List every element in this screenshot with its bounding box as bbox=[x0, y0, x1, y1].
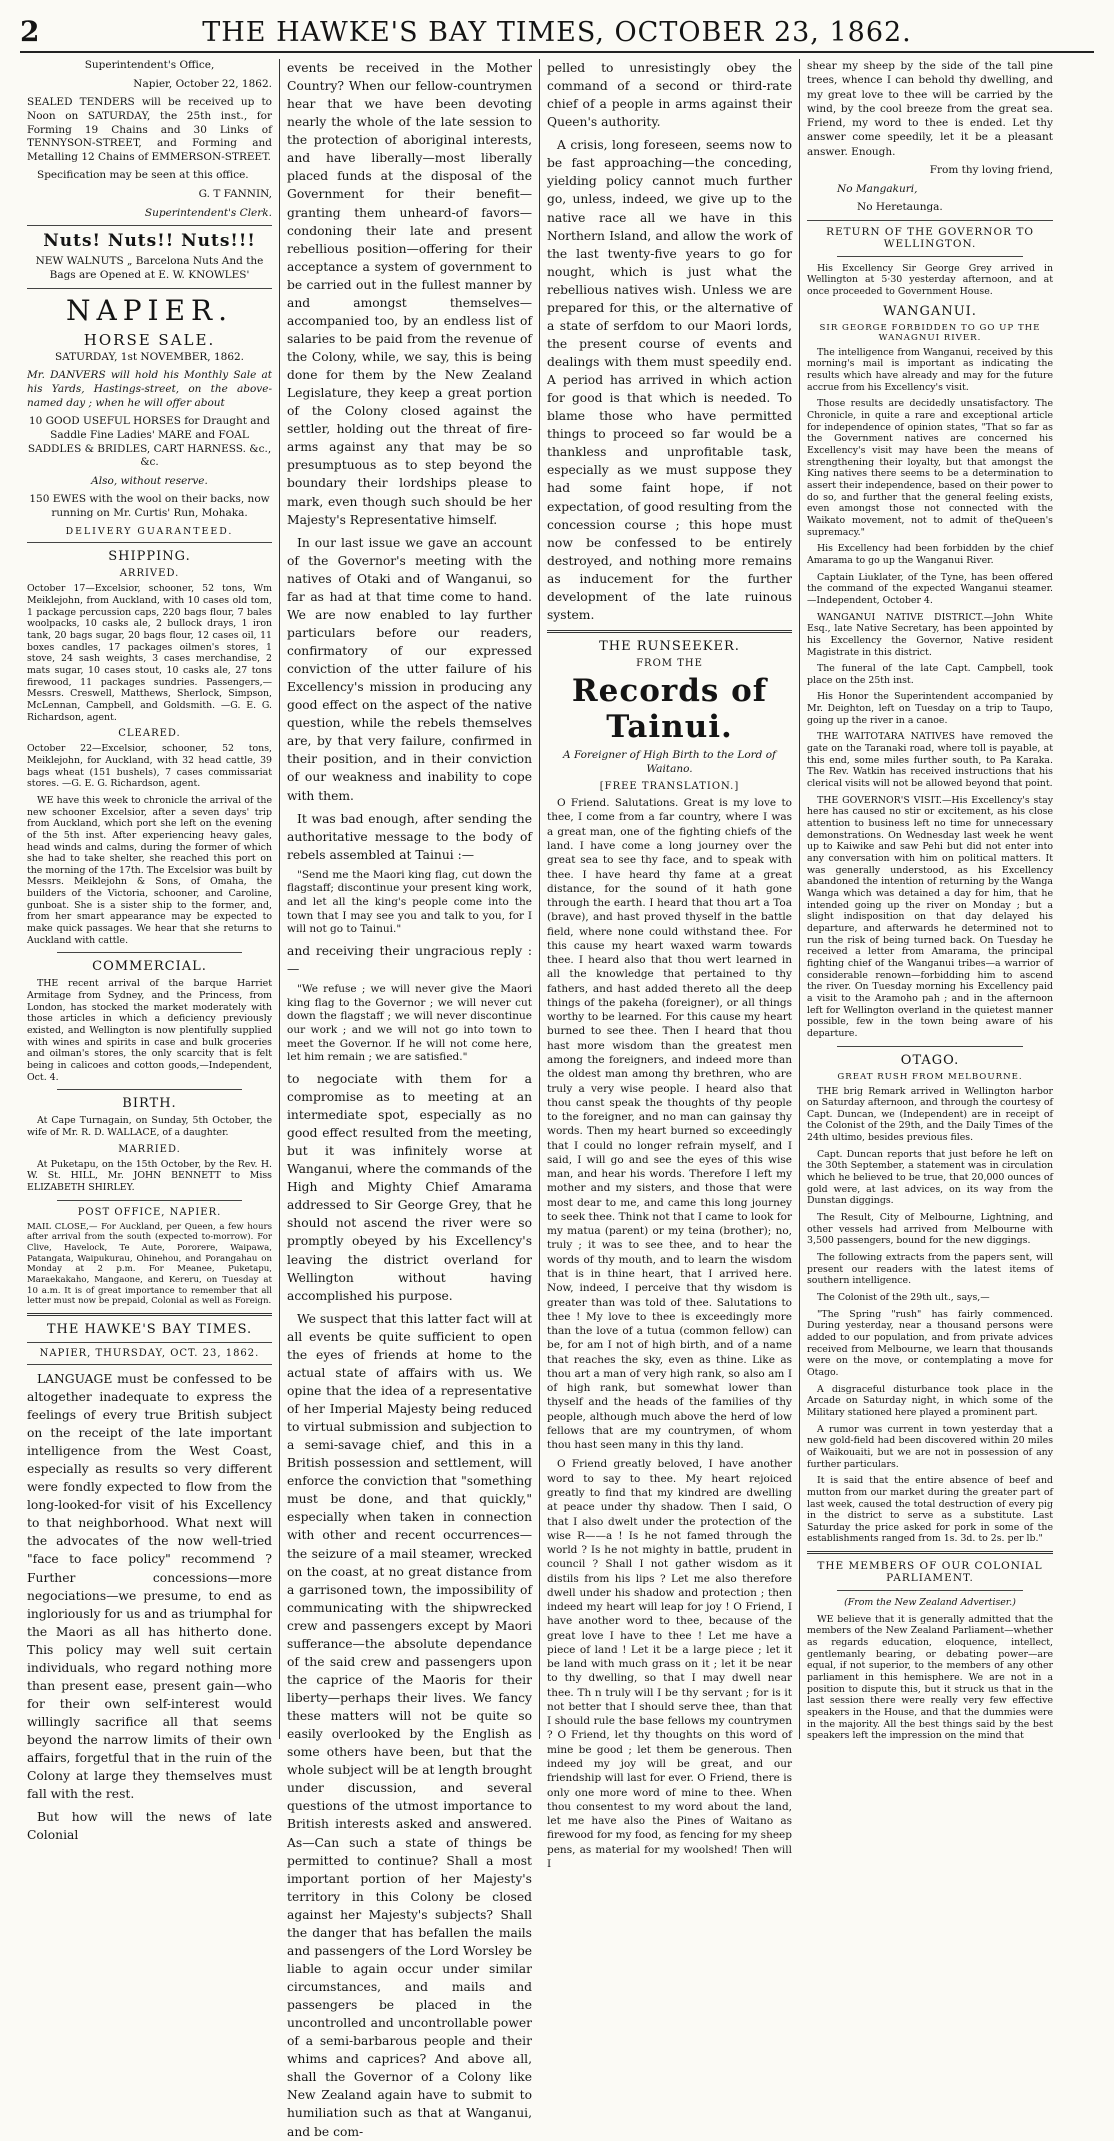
tender-signature: G. T FANNIN, bbox=[198, 188, 272, 201]
birth-text: At Cape Turnagain, on Sunday, 5th October, the wife of Mr. R. D. WALLACE, of a daughter. bbox=[27, 1115, 272, 1138]
paper-heading: THE HAWKE'S BAY TIMES. bbox=[46, 1321, 253, 1337]
members-paragraph-1: WE believe that it is generally admitted that the members of the New Zealand Parliament—whether as regards education, eloquence, intellect, gentlemanly bearing, or debating power—are equal, if not superior, to the members of any other parliament in this hemisphere. We are not in a position to dispute this, but it struck us that in the last session there were really very few effective speakers in the House, and that the dummies were in the majority. All the best things said by the best speakers left the impression on the mind that bbox=[807, 1613, 1053, 1742]
col3-paragraph-1: pelled to unresistingly obey the command of a second or third-rate chief of a people in arms against their Queen's authority. bbox=[547, 61, 792, 130]
otago-paragraph-9: It is said that the entire absence of beef and mutton from our market during the greater part of last week, caused the total destruction of every pig in the district to serve as a substitute. Last Saturday the price asked for pork in some of the establishments ranged from 1s. 3d. to 2s. per lb." bbox=[807, 1475, 1053, 1545]
col2-paragraph-6: We suspect that this latter fact will at all events be quite sufficient to open the eyes of friends at home to the actual state of affairs with us. We opine that the idea of a representative of her Imperial Majesty being reduced to virtual submission and subjection to a semi-savage chief, and this in a British possession and settlement, will enforce the conviction that "something must be done, and that quickly," especially when taken in connection with other and recent occurrences—the seizure of a mail steamer, wrecked on the coast, at no great distance from a garrisoned town, the impossibility of communicating with the shipwrecked crew and passengers except by Maori sufferance—the absolute dependance of the said crew and passengers upon the caprice of the Maoris for their liberty—perhaps their lives. We fancy these matters will not be quite so easily overlooked by the English as some others have been, but that the whole subject will be at length brought under discussion, and several questions of the utmost importance to British interests asked and answered. As—Can such a state of things be permitted to continue? Shall a most important portion of her Majesty's territory in this Colony be closed against her Majesty's subjects? Shall the danger that has befallen the mails and passengers of the Lord Worsley be liable to again occur under similar circumstances, and mails and passengers be placed in the uncontrolled and uncontrollable power of a semi-barbarous people and their whims and caprices? And above all, shall the Governor of a Colony like New Zealand again have to submit to humiliation such as that at Wanganui, and be com- bbox=[287, 1311, 532, 2139]
tender-notice: SEALED TENDERS will be received up to Noon on SATURDAY, the 25th inst., for Forming 19 Chains and 30 Links of TENNYSON-STREET, and Forming and Metalling 12 Chains of EMMERSON-STREET. bbox=[27, 96, 272, 163]
col3-letter-paragraph-2: O Friend greatly beloved, I have another word to say to thee. My heart rejoiced greatly to find that my kindred are dwelling at peace under thy shadow. Then I said, O that I also dwelt under the protection of the wise R——a ! Is he not famed through the world ? Is he not mighty in battle, prudent in council ? Shall I not gather wisdom as it distils from his lips ? Let me also therefore dwell under his shadow and protection ; then indeed my heart will leap for joy ! O Friend, I have another word to thee, because of the great love I have to thee ! Let me have a piece of land ! Let it be a large piece ; let it be land with much grass on it ; let it be near to thy dwelling, so that I may dwell near thee. Th n truly will I be thy servant ; for is it not better that I should serve thee, than that I should rule the base fellows my countrymen ? O Friend, let thy thoughts on this word of mine be good ; let them be generous. Then indeed my joy will be great, and our friendship will last for ever. O Friend, there is only one more word of mine to thee. When thou consentest to my word about the land, let me have also the Pines of Waitano as firewood for my food, as fencing for my sheep pens, as material for my woolshed! Then will I bbox=[547, 1458, 792, 1870]
shipping-paragraph: WE have this week to chronicle the arrival of the new schooner Excelsior, after a seven days' trip from Auckland, which port she left on the evening of the 5th inst. After experiencing heavy gales, head winds and calms, during the former of which she had to take shelter, she reached this port on the morning of the 17th. The Excelsior was built by Messrs. Meiklejohn & Sons, of Omaha, the builders of the Victoria, schooner, and Caroline, gunboat. She is a sister ship to the former, and, from her smart appearance may be expected to make quick passages. We hear that she returns to Auckland with cattle. bbox=[27, 794, 272, 946]
horse-sale-date: SATURDAY, 1st NOVEMBER, 1862. bbox=[54, 350, 245, 363]
col2-quote-2: "We refuse ; we will never give the Maori king flag to the Governor ; we will never cut down the flagstaff ; we will never discontinue our work ; and we will not go into town to meet the Governor. If he will not come here, let him remain ; we are satisfied." bbox=[287, 983, 532, 1064]
horse-sale-delivery: DELIVERY GUARANTEED. bbox=[65, 525, 234, 537]
masthead bbox=[20, 6, 1094, 53]
leader-paragraph-2: But how will the news of late Colonial bbox=[27, 1810, 272, 1843]
column-3 bbox=[540, 59, 800, 1870]
otago-paragraph-8: A rumor was current in town yesterday that a new gold-field had been discovered within 20 miles of Waikouaiti, but we are not in possession of any further particulars. bbox=[807, 1423, 1053, 1470]
wanganui-paragraph-7: His Honor the Superintendent accompanied by Mr. Deighton, left on Tuesday on a trip to Taupo, going up the river in a canoe. bbox=[807, 691, 1053, 726]
tender-date: Napier, October 22, 1862. bbox=[133, 77, 272, 90]
return-governor-heading: RETURN OF THE GOVERNOR TO WELLINGTON. bbox=[826, 225, 1034, 250]
wanganui-heading: WANGANUI. bbox=[883, 303, 977, 319]
wanganui-paragraph-9: THE GOVERNOR'S VISIT.—His Excellency's stay here has caused no stir or excitement, as his close attention to business left no time for unnecessary demonstrations. On Wednesday last week he went up to Kaiwike and saw Pehi but did not enter into any conversation with him on political matters. It was generally understood, as his Excellency abandoned the intention of returning by the Wanga Wanga which was detained a day for him, that he intended going up the river on Monday ; but a slight indisposition on that day delayed his departure, and afterwards he determined not to run the risk of being turned back. On Tuesday he received a letter from Amarama, the principal fighting chief of the Wanganui tribes—a warrior of considerable renown—forbidding him to ascend the river. On Tuesday morning his Excellency paid a visit to the Aramoho pah ; and in the afternoon left for Wellington overland in the quietest manner possible, few in the town being aware of his departure. bbox=[807, 794, 1053, 1039]
married-text: At Puketapu, on the 15th October, by the Rev. H. W. St. HILL, Mr. JOHN BENNETT to Miss ELIZABETH SHIRLEY. bbox=[27, 1158, 272, 1193]
members-heading: THE MEMBERS OF OUR COLONIAL PARLIAMENT. bbox=[817, 1560, 1043, 1585]
records-subtitle: A Foreigner of High Birth to the Lord of Waitano. bbox=[563, 748, 776, 775]
wanganui-subheading: SIR GEORGE FORBIDDEN TO GO UP THE WANAGNUI RIVER. bbox=[819, 322, 1041, 343]
newspaper-title: THE HAWKE'S BAY TIMES, OCTOBER 23, 1862. bbox=[202, 17, 912, 48]
otago-subheading: GREAT RUSH FROM MELBOURNE. bbox=[837, 1071, 1023, 1082]
otago-paragraph-5: The Colonist of the 29th ult., says,— bbox=[817, 1292, 990, 1303]
horse-sale-intro: Mr. DANVERS will hold his Monthly Sale at his Yards, Hastings-street, on the above-named day ; when he will offer about bbox=[27, 369, 272, 409]
runseeker-heading: THE RUNSEEKER. bbox=[599, 638, 740, 654]
page-number: 2 bbox=[20, 15, 40, 48]
wanganui-paragraph-5: WANGANUI NATIVE DISTRICT.—John White Esq., late Native Secretary, has been appointed by his Excellency the Governor, Native resident Magistrate in this district. bbox=[807, 611, 1053, 658]
letter-closing: From thy loving friend, bbox=[929, 163, 1053, 176]
col2-paragraph-1: events be received in the Mother Country? When our fellow-countrymen hear that we have been devoting nearly the whole of the late session to the protection of aboriginal interests, and have liberally—most liberally placed funds at the disposal of the Government for their benefit—granting them unheard-of favors—condoning their late and present rebellious position—offering for their acceptance a system of government to be carried out in the fullest manner by and amongst themselves—accompanied too, by an endless list of salaries to be paid from the revenue of the Colony, while, we say, this is being done for them by the New Zealand Legislature, they keep a great portion of the Colony closed against the settler, holding out the threat of fire-arms against any that may be so presumptuous as to step beyond the boundary their lordships please to mark, even though such should be her Majesty's Representative himself. bbox=[287, 61, 532, 527]
return-governor-text: His Excellency Sir George Grey arrived in Wellington at 5·30 yesterday afternoon, and at once proceeded to Government House. bbox=[807, 262, 1053, 298]
records-of-tainui-title: Records of Tainui. bbox=[571, 672, 768, 745]
nuts-heading: Nuts! Nuts!! Nuts!!! bbox=[43, 231, 256, 252]
otago-paragraph-3: The Result, City of Melbourne, Lightning, and other vessels had arrived from Melbourne with 3,500 passengers, bound for the new diggings. bbox=[807, 1212, 1053, 1247]
napier-heading: NAPIER. bbox=[65, 293, 234, 327]
col4-letter-end: shear my sheep by the side of the tall pine trees, whence I can behold thy dwelling, and my great love to thee will be carried by the wind, by the cool breeze from the great sea. Friend, my word to thee is ended. Let thy answer come speedily, let it be a pleasant answer. Enough. bbox=[807, 60, 1053, 158]
horse-sale-heading: HORSE SALE. bbox=[83, 330, 216, 349]
wanganui-paragraph-1: The intelligence from Wanganui, received by this morning's mail is important as indicating the results which have already and may for the future accrue from his Excellency's visit. bbox=[807, 346, 1053, 393]
birth-heading: BIRTH. bbox=[122, 1096, 177, 1112]
column-4 bbox=[800, 59, 1060, 1742]
free-translation-label: [FREE TRANSLATION.] bbox=[599, 781, 740, 793]
tender-signature-title: Superintendent's Clerk. bbox=[144, 206, 272, 219]
horse-sale-ewes: 150 EWES with the wool on their backs, now running on Mr. Curtis' Run, Mohaka. bbox=[29, 493, 270, 520]
commercial-text: THE recent arrival of the barque Harriet Armitage from Sydney, and the Princess, from London, has stocked the market moderately with those articles in which a deficiency previously existed, and Wellington is now plentifully supplied with wines and spirits in case and bulk groceries and oilman's stores, the only scarcity that is felt being in calicoes and cotton goods,—Independent, Oct. 4. bbox=[27, 978, 272, 1083]
col3-paragraph-2: A crisis, long foreseen, seems now to be fast approaching—the conceding, yielding policy cannot much further go, unless, indeed, we give up to the native race all we have in this Northern Island, and allow the work of the last twenty-five years to go for nought, which is just what the rebellious natives wish. Unless we are prepared for this, or the alternative of a state of serfdom to our Maori lords, the present course of events and dealings with them must speedily end. A period has arrived in which action for good is that which is needed. To blame those who have permitted things to proceed so far would be a thankless and unprofitable task, especially as we must suppose they had some faint hope, if not expectation, of good resulting from the concession course ; this hope must now be confessed to be entirely destroyed, and nothing more remains as inducement for the further development of the late ruinous system. bbox=[547, 138, 792, 622]
horse-sale-also: Also, without reserve. bbox=[91, 474, 208, 487]
leader-paragraph-1: LANGUAGE must be confessed to be altogether inadequate to express the feelings of every true British subject on the receipt of the late important intelligence from the West Coast, especially as results so very different were fondly expected to flow from the long-looked-for visit of his Excellency to that neighborhood. What next will the advocates of the now well-tried "face to face policy" recommend ? Further concessions—more negociations—we presume, to end as ingloriously for us and as triumphal for the Maori as all has hitherto done. This policy may well suit certain individuals, who regard nothing more than present ease, present gain—who for their own self-interest would willingly sacrifice all that seems beyond the narrow limits of their own affairs, forgetful that in the ruin of the Colony at large they themselves must fall with the rest. bbox=[27, 1371, 272, 1802]
cleared-heading: CLEARED. bbox=[118, 728, 181, 740]
wanganui-paragraph-2: Those results are decidedly unsatisfactory. The Chronicle, in quite a rare and exceptional article for independence of opinion states, "That so far as the Government natives are concerned his Excellency's visit may have been the means of strengthening their loyalty, but that amongst the King natives there seems to be a determination to assert their independence, based on their power to do so, and further that the general feeling exists, even amongst those not connected with the Waikato movement, not to admit of theQueen's supremacy." bbox=[807, 398, 1053, 538]
letter-signature-2: No Heretaunga. bbox=[857, 201, 943, 214]
wanganui-paragraph-8: THE WAITOTARA NATIVES have removed the gate on the Taranaki road, where toll is payable, at this end, some miles further south, to Pa Karaka. The Rev. Watkin has received instructions that his clerical visits will not be allowed beyond that point. bbox=[807, 731, 1053, 790]
col2-paragraph-2: In our last issue we gave an account of the Governor's meeting with the natives of Otaki and of Wanganui, so far as had at that time come to hand. We are now enabled to lay further particulars before our readers, confirmatory of our expressed conviction of the utter failure of his Excellency's mission in producing any good effect on the aspect of the native question, while the rebels themselves are, by that very failure, confirmed in their position, and in their conviction of our weakness and inability to cope with them. bbox=[287, 535, 532, 803]
letter-signature-1: No Mangakuri, bbox=[837, 182, 918, 195]
post-office-heading: POST OFFICE, NAPIER. bbox=[77, 1206, 222, 1218]
column-1 bbox=[20, 59, 280, 1843]
otago-heading: OTAGO. bbox=[900, 1052, 960, 1068]
from-the-label: FROM THE bbox=[636, 657, 703, 669]
married-heading: MARRIED. bbox=[118, 1143, 181, 1155]
column-2 bbox=[280, 59, 540, 2139]
wanganui-paragraph-6: The funeral of the late Capt. Campbell, took place on the 25th inst. bbox=[807, 663, 1053, 686]
otago-paragraph-1: THE brig Remark arrived in Wellington harbor on Saturday afternoon, and through the courtesy of Capt. Duncan, we (Independent) are in receipt of the Colonist of the 29th, and the Daily Times of the 24th ultimo, besides previous files. bbox=[807, 1085, 1053, 1144]
wanganui-paragraph-4: Captain Liuklater, of the Tyne, has been offered the command of the expected Wanganui steamer. —Independent, October 4. bbox=[807, 571, 1053, 606]
members-source: (From the New Zealand Advertiser.) bbox=[844, 1597, 1016, 1609]
col2-paragraph-5: to negociate with them for a compromise as to meeting at an intermediate spot, especially as no good effect resulted from the meeting, but it was infinitely worse at Wanganui, where the commands of the High and Mighty Chief Amarama addressed to Sir George Grey, that he should not ascend the river were so promptly obeyed by his Excellency's leaving the district overland for Wellington without having accomplished his purpose. bbox=[287, 1071, 532, 1303]
col2-paragraph-4: and receiving their ungracious reply :— bbox=[287, 943, 532, 977]
cleared-text: October 22—Excelsior, schooner, 52 tons, Meiklejohn, for Auckland, with 32 head cattle, 39 bags wheat (151 bushels), 7 cases commissariat stores. —G. E. G. Richardson, agent. bbox=[27, 743, 272, 790]
arrived-heading: ARRIVED. bbox=[119, 568, 180, 580]
otago-paragraph-6: "The Spring "rush" has fairly commenced. During yesterday, near a thousand persons were added to our population, and from private advices received from Melbourne, we learn that thousands were on the move, or contemplating a move for Otago. bbox=[807, 1308, 1053, 1378]
otago-paragraph-7: A disgraceful disturbance took place in the Arcade on Saturday night, in which some of the Military stationed here played a prominent part. bbox=[807, 1383, 1053, 1418]
commercial-heading: COMMERCIAL. bbox=[92, 959, 207, 975]
paper-date: NAPIER, THURSDAY, OCT. 23, 1862. bbox=[39, 1347, 260, 1359]
tender-spec: Specification may be seen at this office. bbox=[37, 169, 249, 182]
nuts-notice: NEW WALNUTS „ Barcelona Nuts And the Bags are Opened at E. W. KNOWLES' bbox=[35, 255, 264, 282]
wanganui-paragraph-3: His Excellency had been forbidden by the chief Amarama to go up the Wanganui River. bbox=[807, 543, 1053, 566]
col2-quote-1: "Send me the Maori king flag, cut down the flagstaff; discontinue your present king work, and let all the king's people come into the town that I may see you and talk to you, for I will not go to Tainui." bbox=[287, 868, 532, 936]
post-office-text: MAIL CLOSE,— For Auckland, per Queen, a few hours after arrival from the south (expected to-morrow). For Clive, Havelock, Te Aute, Pororere, Waipawa, Patangata, Waipukurau, Ohinehou, and Porangahau on Monday at 2 p.m. For Meanee, Puketapu, Maraekakaho, Mangaone, and Kereru, on Tuesday at 10 a.m. It is of great importance to remember that all letter must now be prepaid, Colonial as well as Foreign. bbox=[27, 1221, 272, 1307]
otago-paragraph-4: The following extracts from the papers sent, will present our readers with the latest items of southern intelligence. bbox=[807, 1252, 1053, 1287]
tender-office: Superintendent's Office, bbox=[84, 59, 215, 71]
arrived-text: October 17—Excelsior, schooner, 52 tons, Wm Meiklejohn, from Auckland, with 10 cases old tom, 1 package percussion caps, 220 bags flour, 7 bales woolpacks, 10 casks ale, 2 bullock drays, 1 iron tank, 20 bags sugar, 20 bags flour, 12 cases oil, 11 boxes candles, 17 packages oilmen's stores, 1 stove, 24 sash weights, 3 cases merchandise, 2 mats sugar, 10 cases stout, 10 casks ale, 27 tons firewood, 11 packages sundries. Passengers,—Messrs. Creswell, Matthews, Sherlock, Simpson, McLennan, Campbell, and Goldsmith. —G. E. G. Richardson, agent. bbox=[27, 583, 272, 723]
otago-paragraph-2: Capt. Duncan reports that just before he left on the 30th September, a statement was in circulation which he believed to be true, that 20,000 ounces of gold were, at last advices, on its way from the Dunstan diggings. bbox=[807, 1148, 1053, 1207]
horse-sale-lots: 10 GOOD USEFUL HORSES for Draught and Saddle Fine Ladies' MARE and FOAL SADDLES & BRIDLES, CART HARNESS. &c., &c. bbox=[27, 415, 272, 469]
shipping-heading: SHIPPING. bbox=[108, 549, 191, 565]
col3-letter-paragraph-1: O Friend. Salutations. Great is my love to thee, I come from a far country, where I was a great man, one of the fighting chiefs of the land. I have come a long journey over the great sea to see thy face, and to speak with thee. I have heard thy fame at a great distance, for the sound of it hath gone through the earth. I heard that thou art a Toa (brave), and hast proved thyself in the battle field, where none could withstand thee. For this cause my heart waxed warm towards thee. I heard also that thou wert learned in all the knowledge that pertained to thy fathers, and hast added thereto all the deep things of the pakeha (foreigner), or all things worthy to be learned. For this cause my heart burned to see thee. Then I heard that thou hast more wisdom than the greatest men among the foreigners, and indeed more than the oldest man among thy brethren, who are truly a very wise people. I heard also that thou canst speak the thoughts of thy people to the foreigner, and no man can gainsay thy words. Then my heart burned so exceedingly that I could no longer refrain myself, and I said, I will go and see the eyes of this wise man, and hear his words. Therefore I left my mother and my sisters, and those that were most dear to me, and came this long journey to seek thee. Think not that I came to look for my matua (parent) or my teina (brother); no, truly ; it was to see thee, and to hear the words of thy mouth, and to learn the wisdom that is in thine heart, that I arrived here. Now, indeed, I perceive that thy wisdom is greater than was told of thee. Salutations to thee ! My love to thee is exceedingly more than the love of a tutua (common fellow) can be, for am I not of high birth, and of a name that reaches the sky, even as thine. Like as thou art a man of very high rank, so also am I of high rank, but somewhat lower than thyself and the heads of the families of thy people, although much above the herd of low fellows that are my countrymen, of whom thou hast seen many in this thy land. bbox=[547, 797, 792, 1452]
col2-paragraph-3: It was bad enough, after sending the authoritative message to the body of rebels assembled at Tainui :— bbox=[287, 811, 532, 862]
